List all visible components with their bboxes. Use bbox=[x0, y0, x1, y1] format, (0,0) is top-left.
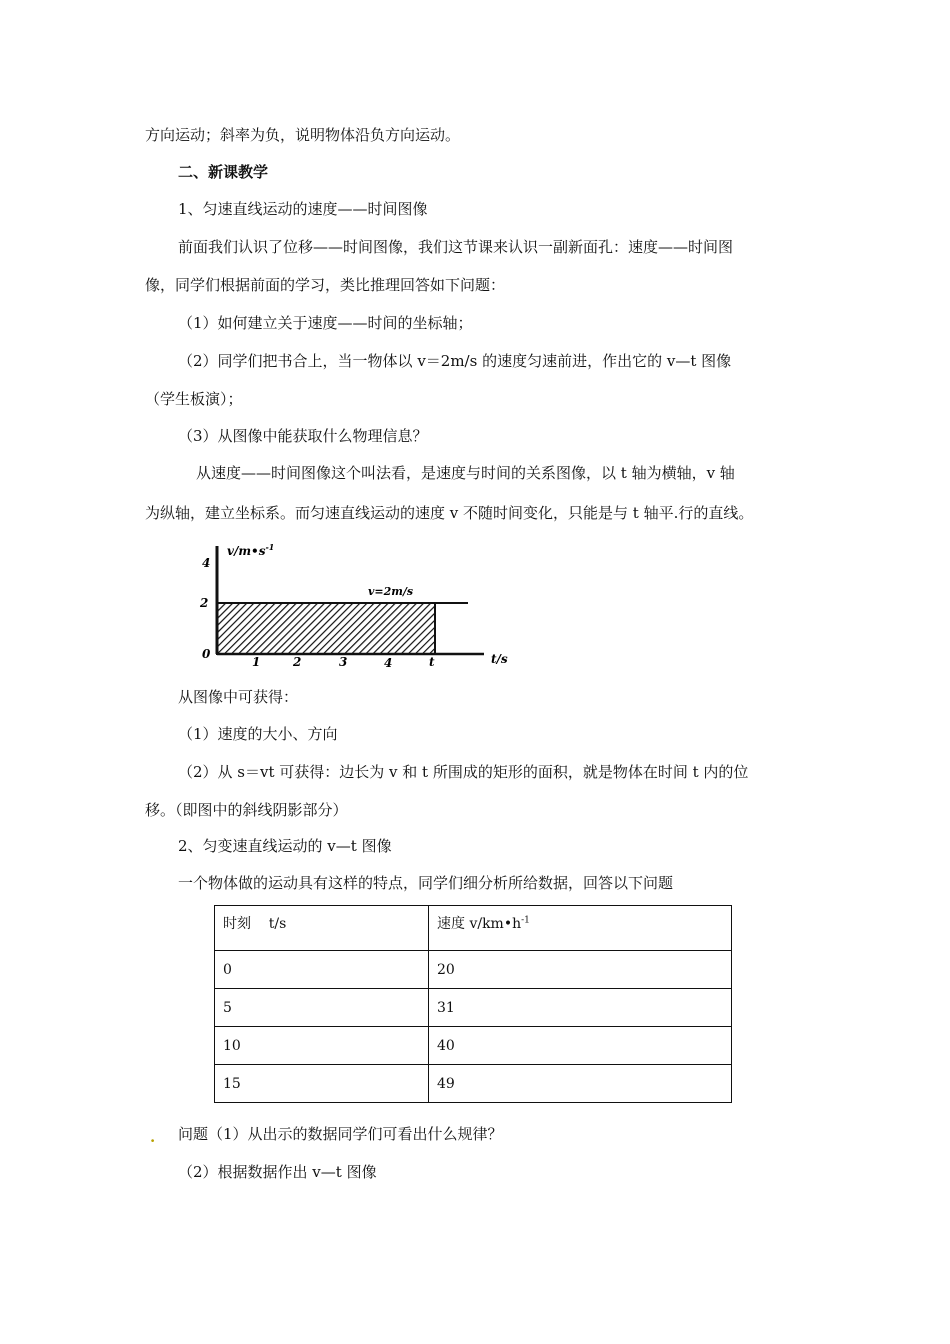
table-cell: 31 bbox=[429, 989, 732, 1027]
x-tick-label: 3 bbox=[339, 655, 348, 669]
paragraph-line: 移。（即图中的斜线阴影部分） bbox=[145, 801, 348, 819]
paragraph-line: （学生板演）； bbox=[145, 390, 243, 408]
paragraph-line: 方向运动；斜率为负，说明物体沿负方向运动。 bbox=[145, 126, 461, 144]
question-line: （2）同学们把书合上，当一物体以 v＝2m/s 的速度匀速前进，作出它的 v—t 图像 bbox=[178, 352, 732, 370]
table-header-cell: 时刻 t/s bbox=[215, 906, 429, 951]
table-cell: 15 bbox=[215, 1065, 429, 1103]
table-row bbox=[215, 1065, 732, 1103]
x-tick-label: t bbox=[429, 655, 435, 669]
paragraph-line: 为纵轴，建立坐标系。而匀速直线运动的速度 v 不随时间变化，只能是与 t 轴平.行的直线。 bbox=[145, 504, 754, 522]
subsection-heading: 1、匀速直线运动的速度——时间图像 bbox=[178, 200, 428, 218]
table-cell: 49 bbox=[429, 1065, 732, 1103]
paragraph-line: 像，同学们根据前面的学习，类比推理回答如下问题： bbox=[145, 276, 506, 294]
x-tick-label: 1 bbox=[252, 655, 261, 669]
paragraph-line: 前面我们认识了位移——时间图像，我们这节课来认识一副新面孔：速度——时间图 bbox=[178, 238, 734, 256]
data-table bbox=[214, 905, 732, 1103]
subsection-heading: 2、匀变速直线运动的 v—t 图像 bbox=[178, 837, 392, 855]
table-header-cell: 速度 $v/km•h^{-1}$ bbox=[429, 906, 732, 951]
list-item: （2）从 s＝vt 可获得：边长为 v 和 t 所围成的矩形的面积，就是物体在时间 t 内的位 bbox=[178, 763, 749, 781]
table-cell: 0 bbox=[215, 951, 429, 989]
x-axis-label: t/s bbox=[491, 652, 508, 666]
question-line: （2）根据数据作出 v—t 图像 bbox=[178, 1163, 377, 1181]
table-cell: 20 bbox=[429, 951, 732, 989]
table-header-row bbox=[215, 906, 732, 951]
x-tick-label: 2 bbox=[293, 655, 302, 669]
table-row bbox=[215, 951, 732, 989]
displacement-area bbox=[217, 603, 435, 654]
paragraph-line: 从速度——时间图像这个叫法看，是速度与时间的关系图像，以 t 轴为横轴，v 轴 bbox=[196, 464, 735, 482]
table-row bbox=[215, 989, 732, 1027]
section-heading: 二、新课教学 bbox=[178, 163, 269, 181]
table-cell: 40 bbox=[429, 1027, 732, 1065]
table-row bbox=[215, 1027, 732, 1065]
paragraph-line: 从图像中可获得： bbox=[178, 688, 299, 706]
line-label: v=2m/s bbox=[368, 585, 414, 598]
y-tick-label: 4 bbox=[202, 556, 211, 570]
list-item: （1）速度的大小、方向 bbox=[178, 725, 338, 743]
y-tick-label: 2 bbox=[200, 596, 209, 610]
question-line: （3）从图像中能获取什么物理信息？ bbox=[178, 427, 428, 445]
margin-dot: . bbox=[150, 1128, 156, 1146]
table-cell: 10 bbox=[215, 1027, 429, 1065]
question-line: （1）如何建立关于速度——时间的坐标轴； bbox=[178, 314, 473, 332]
y-tick-label: 0 bbox=[202, 647, 211, 661]
y-axis-label: $v/m•s^{-1}$ bbox=[227, 542, 275, 558]
question-line: 问题（1）从出示的数据同学们可看出什么规律？ bbox=[178, 1125, 503, 1143]
velocity-time-graph bbox=[196, 540, 526, 672]
x-tick-label: 4 bbox=[384, 656, 393, 670]
table-cell: 5 bbox=[215, 989, 429, 1027]
paragraph-line: 一个物体做的运动具有这样的特点，同学们细分析所给数据，回答以下问题 bbox=[178, 874, 674, 892]
